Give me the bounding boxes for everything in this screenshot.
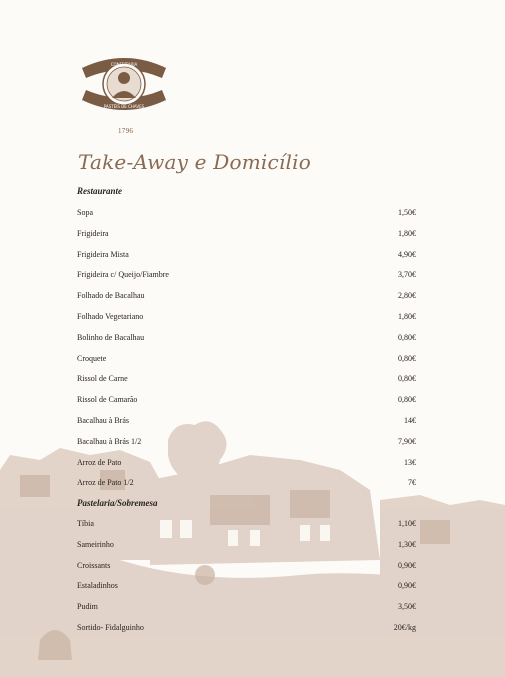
menu-item-name: Croquete: [77, 353, 107, 363]
menu-item-name: Croissants: [77, 560, 111, 570]
bakery-logo: [78, 48, 170, 120]
menu-item: [77, 416, 416, 430]
menu-item-price: 13€: [404, 457, 416, 467]
menu-item: [77, 333, 416, 347]
logo-ring-top-text: CONFEITARIA: [110, 62, 138, 67]
founding-year: 1796: [118, 127, 134, 135]
menu-item: [77, 458, 416, 472]
menu-item: [77, 270, 416, 284]
menu-item-price: 0,80€: [398, 332, 416, 342]
menu-item-price: 1,10€: [398, 519, 416, 528]
menu-item: [77, 395, 416, 409]
menu-item-name: Arroz de Pato 1/2: [77, 478, 134, 488]
menu-item: [77, 581, 416, 595]
menu-item-price: 1,50€: [398, 208, 416, 217]
page-title: Take-Away e Domicílio: [78, 150, 311, 174]
menu-item-name: Rissol de Camarão: [77, 395, 138, 405]
menu-item: [77, 561, 416, 575]
menu-item-price: 2,80€: [398, 291, 416, 301]
logo-ring-bottom-text: PASTÉIS DE CHAVES: [103, 104, 145, 109]
menu-item: [77, 312, 416, 326]
menu-item: [77, 208, 416, 222]
menu-item: [77, 354, 416, 368]
menu-item: [77, 519, 416, 533]
menu-item-name: Sameirinho: [77, 539, 114, 549]
menu-item-price: 4,90€: [398, 249, 416, 259]
section-heading: Pastelaria/Sobremesa: [77, 498, 158, 508]
menu-item-name: Frigideira c/ Queijo/Fiambre: [77, 270, 169, 280]
menu-item: [77, 291, 416, 305]
section-heading: Restaurante: [77, 186, 123, 196]
menu-item: [77, 374, 416, 388]
menu-item: [77, 478, 416, 492]
menu-item: [77, 540, 416, 554]
menu-item-price: 0,90€: [398, 560, 416, 570]
menu-item: [77, 623, 416, 637]
menu-item-price: 20€/kg: [393, 623, 416, 632]
menu-item-price: 0,80€: [398, 353, 416, 363]
menu-item-price: 7€: [408, 478, 416, 488]
menu-item: [77, 229, 416, 243]
menu-item-price: 1,30€: [398, 539, 416, 549]
menu-item-name: Bacalhau à Brás: [77, 416, 129, 425]
menu-item-name: Sopa: [77, 208, 93, 217]
menu-item-name: Frigideira: [77, 228, 109, 238]
menu-item-name: Folhado de Bacalhau: [77, 291, 145, 301]
menu-item-price: 7,90€: [398, 436, 416, 446]
menu-item-price: 3,50€: [398, 602, 416, 612]
menu-item-name: Pudim: [77, 602, 98, 612]
menu-item-price: 0,80€: [398, 395, 416, 405]
menu-item-name: Frigideira Mista: [77, 249, 129, 259]
menu-item-price: 0,90€: [398, 581, 416, 591]
menu-item-price: 0,80€: [398, 374, 416, 384]
menu-item-name: Tíbia: [77, 519, 94, 528]
menu-item-name: Sortido- Fidalguinho: [77, 623, 144, 632]
menu-item-price: 14€: [404, 416, 416, 425]
menu-item: [77, 250, 416, 264]
menu-item-price: 1,80€: [398, 228, 416, 238]
menu-item-name: Folhado Vegetariano: [77, 312, 144, 321]
menu-item-price: 1,80€: [398, 312, 416, 321]
menu-item-name: Arroz de Pato: [77, 457, 122, 467]
menu-item-name: Bolinho de Bacalhau: [77, 332, 145, 342]
menu-item-name: Rissol de Carne: [77, 374, 128, 384]
menu-item-name: Bacalhau à Brás 1/2: [77, 436, 142, 446]
menu-item-name: Estaladinhos: [77, 581, 118, 591]
menu-item-price: 3,70€: [398, 270, 416, 280]
menu-item: [77, 437, 416, 451]
menu-item: [77, 602, 416, 616]
